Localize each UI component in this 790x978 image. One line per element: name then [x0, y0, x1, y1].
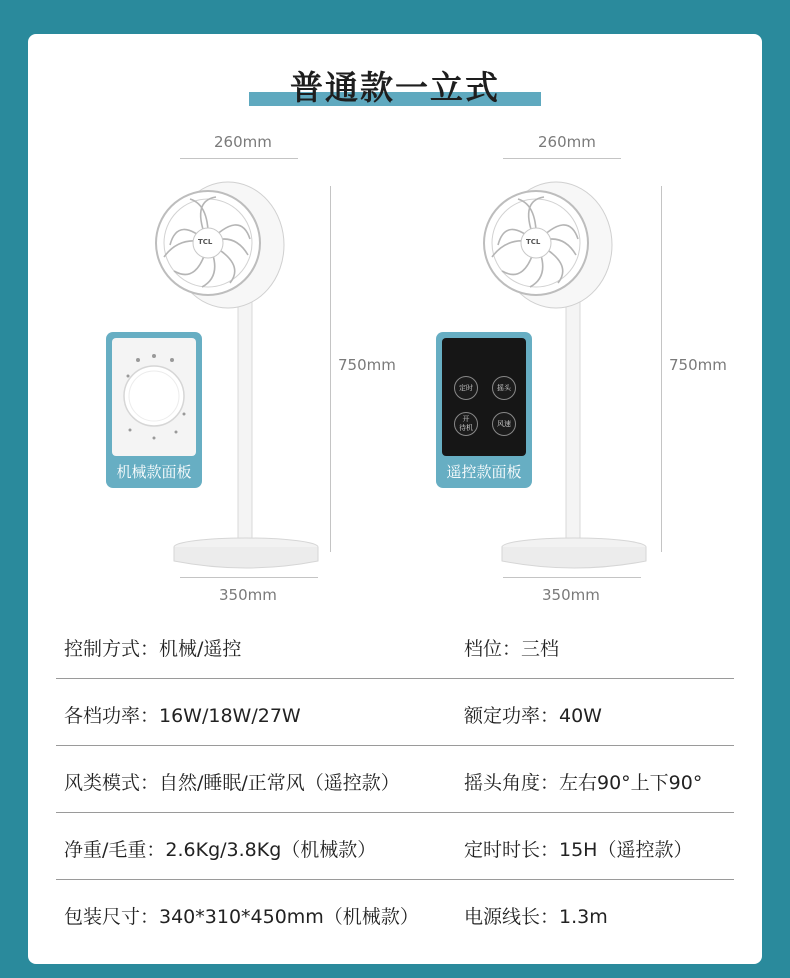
mechanical-panel-face [112, 338, 196, 456]
spec-cord-length: 电源线长：1.3m [464, 906, 608, 928]
remote-panel-label: 遥控款面板 [446, 463, 522, 481]
spec-row [56, 746, 734, 813]
spec-row [56, 880, 734, 946]
spec-oscillation-angle: 摇头角度：左右90°上下90° [464, 772, 703, 794]
left-fan-logo: TCL [198, 238, 213, 246]
spec-rated-power: 额定功率：40W [464, 705, 602, 727]
left-base-line [180, 577, 318, 578]
spec-timer: 定时时长：15H（遥控款） [464, 839, 693, 861]
knob-dial [112, 338, 196, 456]
speed-button[interactable]: 风速 [492, 412, 516, 436]
oscillate-button[interactable]: 摇头 [492, 376, 516, 400]
remote-panel [436, 332, 532, 488]
right-width-line [503, 158, 621, 159]
spec-weight: 净重/毛重：2.6Kg/3.8Kg（机械款） [64, 839, 377, 861]
timer-button[interactable]: 定时 [454, 376, 478, 400]
spec-control-mode: 控制方式：机械/遥控 [64, 638, 242, 660]
spec-package-size: 包装尺寸：340*310*450mm（机械款） [64, 906, 419, 928]
left-width-line [180, 158, 298, 159]
spec-table [56, 612, 734, 946]
mechanical-panel [106, 332, 202, 488]
right-fan-logo: TCL [526, 238, 541, 246]
spec-gears: 档位：三档 [464, 638, 560, 660]
right-base-label: 350mm [542, 586, 600, 604]
spec-row [56, 813, 734, 880]
mechanical-panel-label: 机械款面板 [116, 463, 192, 481]
spec-row [56, 612, 734, 679]
right-base-line [503, 577, 641, 578]
left-height-line [330, 186, 331, 552]
spec-wind-mode: 风类模式：自然/睡眠/正常风（遥控款） [64, 772, 400, 794]
spec-row [56, 679, 734, 746]
page-title: 普通款一立式 [290, 68, 500, 107]
left-height-label: 750mm [338, 356, 396, 374]
left-base-label: 350mm [219, 586, 277, 604]
right-height-label: 750mm [669, 356, 727, 374]
spec-gear-power: 各档功率：16W/18W/27W [64, 705, 301, 727]
remote-panel-face [442, 338, 526, 456]
power-standby-button[interactable]: 开 待机 [454, 412, 478, 436]
left-width-label: 260mm [214, 133, 272, 151]
right-width-label: 260mm [538, 133, 596, 151]
right-height-line [661, 186, 662, 552]
